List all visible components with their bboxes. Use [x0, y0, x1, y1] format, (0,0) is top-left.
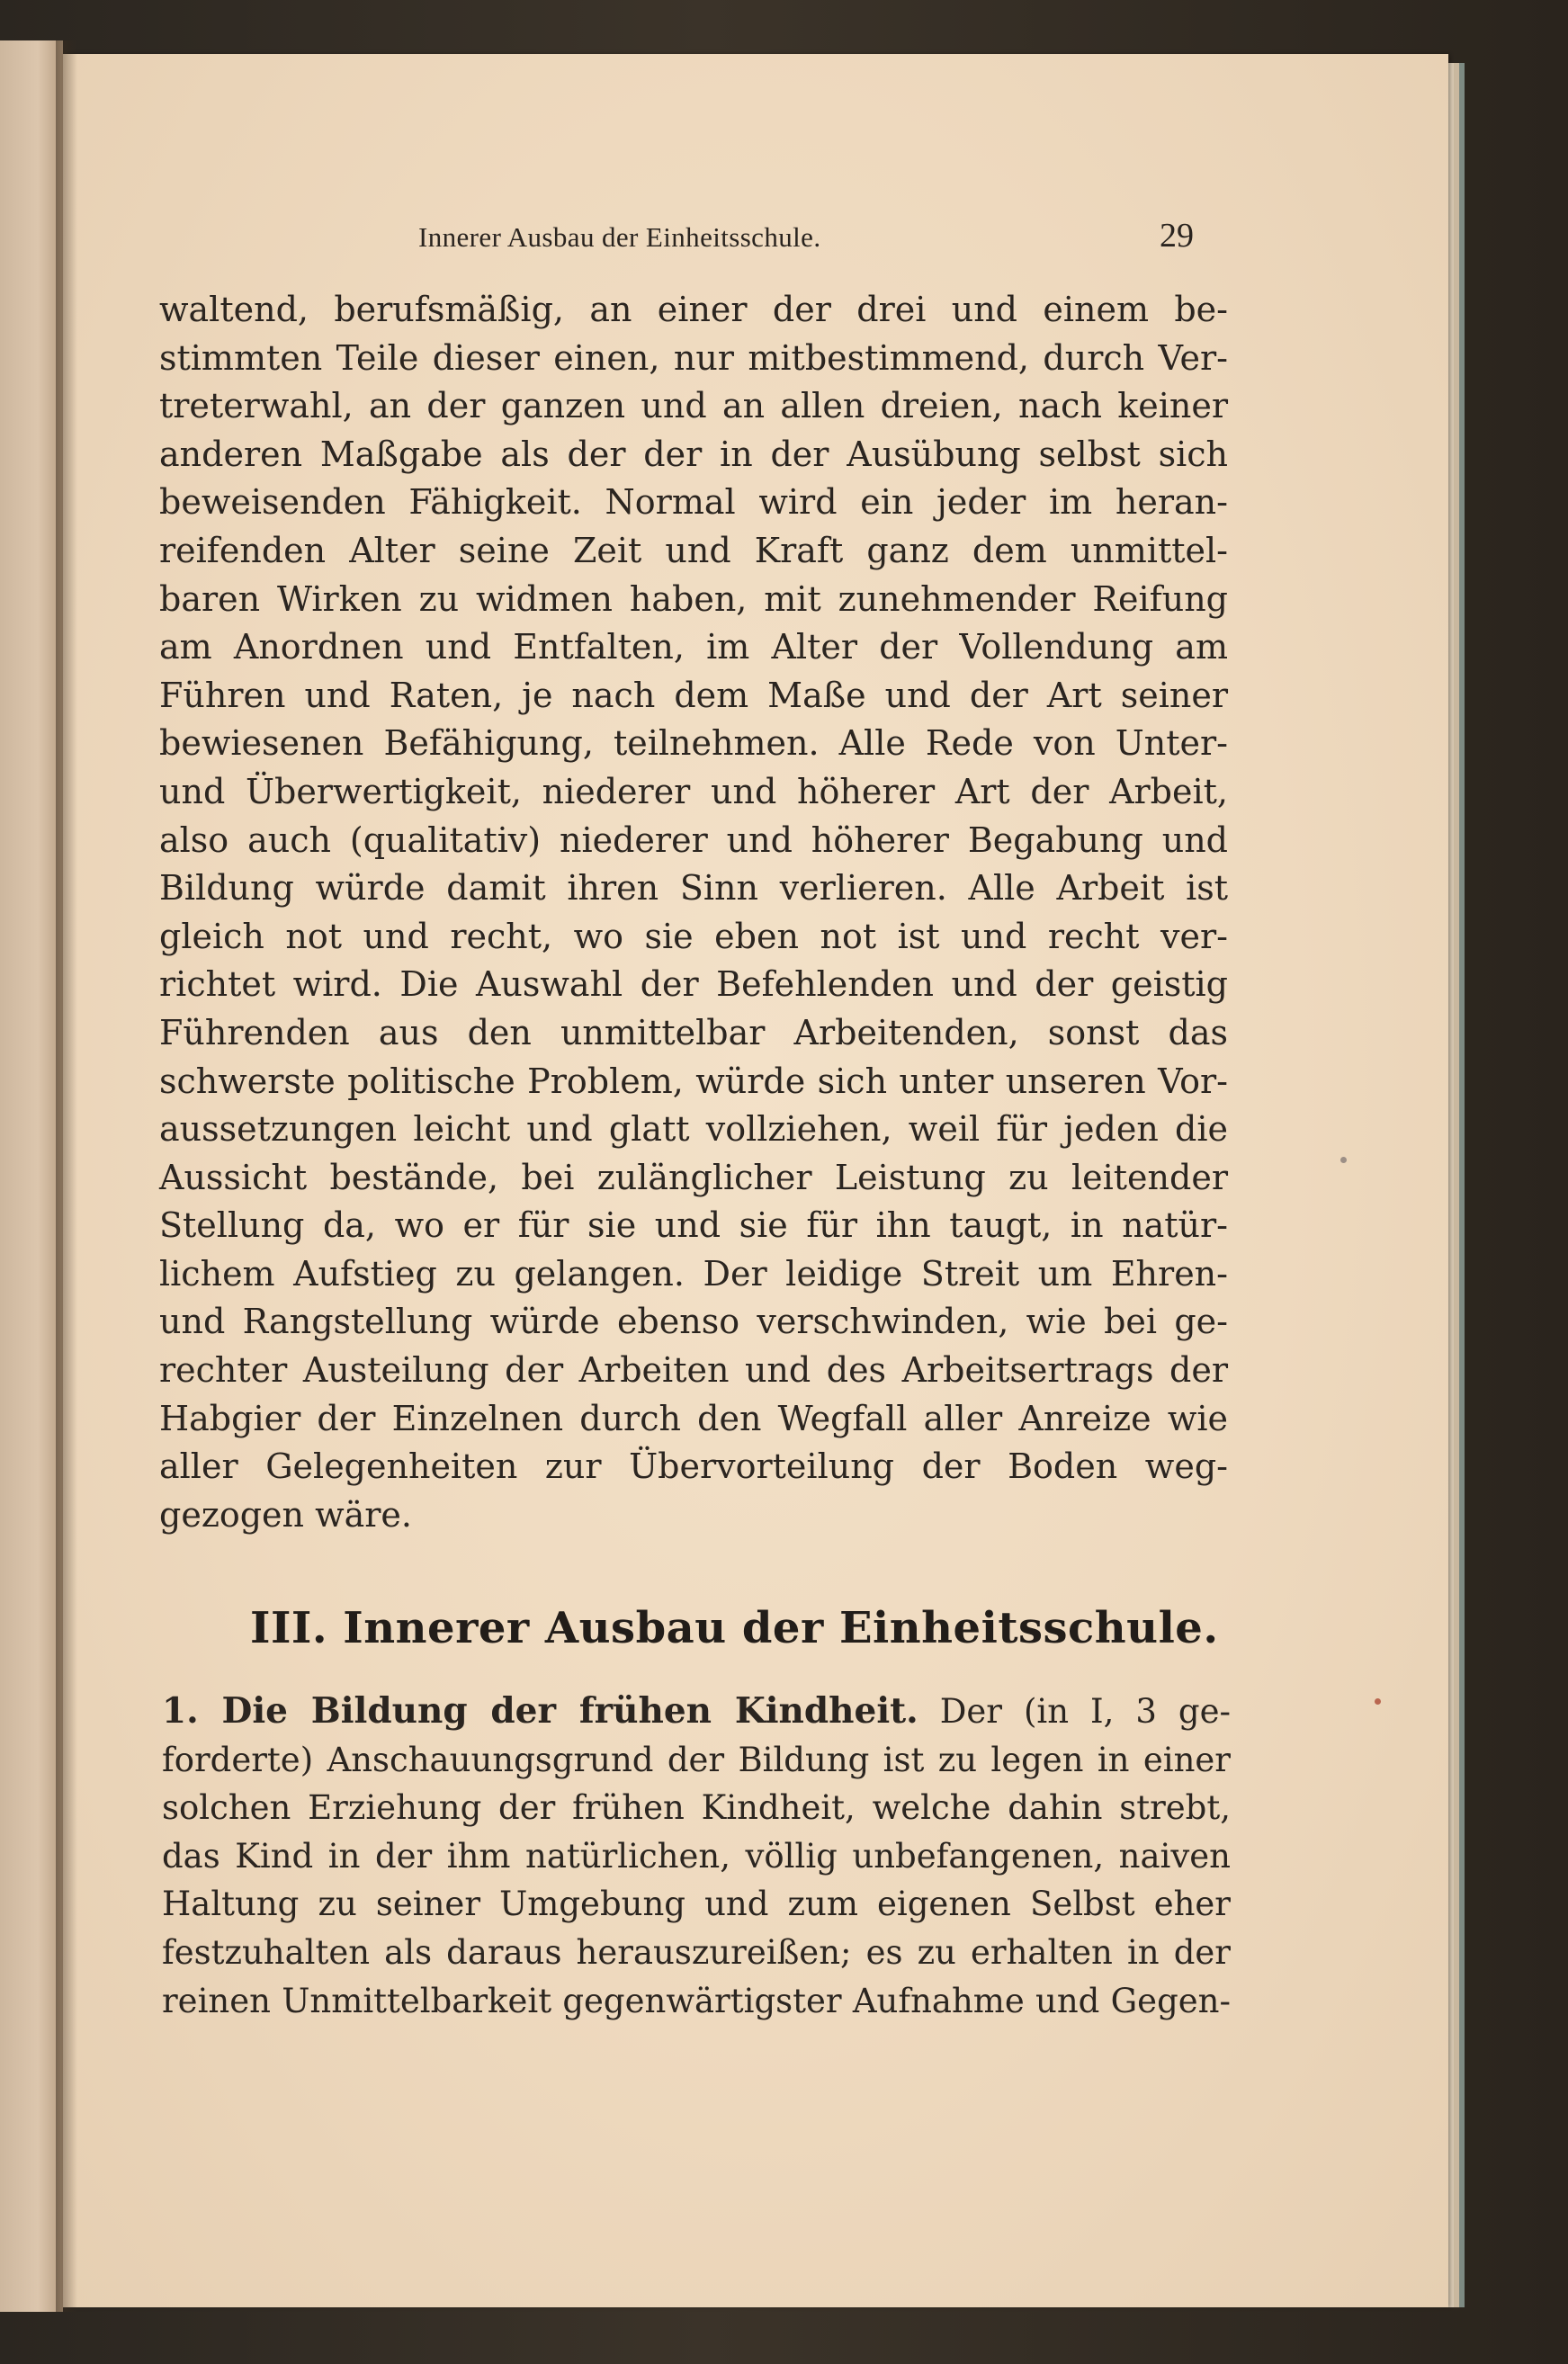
- text-line: aller Gelegenheiten zur Übervorteilung der Boden weg-: [159, 1446, 1228, 1487]
- text-line: Führen und Raten, je nach dem Maße und der Art seiner: [159, 675, 1228, 715]
- body-paragraph: [159, 286, 1228, 1539]
- text-line: aussetzungen leicht und glatt vollziehen, weil für jeden die: [159, 1109, 1228, 1150]
- section-heading: III. Innerer Ausbau der Einheitsschule.: [250, 1603, 1219, 1653]
- paper-speck: [1375, 1698, 1381, 1705]
- text-line: solchen Erziehung der frühen Kindheit, welche dahin strebt,: [162, 1788, 1231, 1828]
- text-line: anderen Maßgabe als der der in der Ausübung selbst sich: [159, 434, 1228, 474]
- text-line: das Kind in der ihm natürlichen, völlig unbefangenen, naiven: [162, 1836, 1231, 1876]
- text-line: beweisenden Fähigkeit. Normal wird ein jeder im heran-: [159, 482, 1228, 523]
- text-line: schwerste politische Problem, würde sich unter unseren Vor-: [159, 1061, 1228, 1101]
- text-line: [162, 1688, 1231, 1736]
- text-line: Habgier der Einzelnen durch den Wegfall aller Anreize wie: [159, 1398, 1228, 1438]
- text-line: bewiesenen Befähigung, teilnehmen. Alle Rede von Unter-: [159, 723, 1228, 764]
- text-line: Aussicht bestände, bei zulänglicher Leistung zu leitender: [159, 1157, 1228, 1197]
- text-line: forderte) Anschauungsgrund der Bildung ist zu legen in einer: [162, 1740, 1231, 1779]
- text-line: und Rangstellung würde ebenso verschwinden, wie bei ge-: [159, 1302, 1228, 1342]
- text-line: Stellung da, wo er für sie und sie für ihn taugt, in natür-: [159, 1205, 1228, 1246]
- text-line: waltend, berufsmäßig, an einer der drei und einem be-: [159, 290, 1228, 329]
- page-edge: [1459, 63, 1465, 2307]
- text-line: rechter Austeilung der Arbeiten und des Arbeitsertrags der: [159, 1350, 1228, 1391]
- text-line: lichem Aufstieg zu gelangen. Der leidige Streit um Ehren-: [159, 1253, 1228, 1294]
- text-line: Bildung würde damit ihren Sinn verlieren. Alle Arbeit ist: [159, 868, 1228, 909]
- page-number: 29: [1160, 217, 1194, 255]
- section-paragraph: [162, 1688, 1231, 2025]
- paper-speck: [1340, 1157, 1347, 1163]
- text-line: am Anordnen und Entfalten, im Alter der Vollendung am: [159, 627, 1228, 667]
- text-line: stimmten Teile dieser einen, nur mitbestimmend, durch Ver-: [159, 337, 1228, 378]
- subsection-title: 1. Die Bildung der frühen Kindheit.: [162, 1690, 918, 1732]
- text-line: festzuhalten als daraus herauszureißen; es zu erhalten in der: [162, 1932, 1231, 1972]
- text-fragment: Der (in I, 3 ge-: [939, 1692, 1231, 1731]
- text-line: Führenden aus den unmittelbar Arbeitenden, sonst das: [159, 1012, 1228, 1052]
- text-line: treterwahl, an der ganzen und an allen dreien, nach keiner: [159, 386, 1228, 426]
- text-line: baren Wirken zu widmen haben, mit zunehmender Reifung: [159, 578, 1228, 619]
- text-line: also auch (qualitativ) niederer und höherer Begabung und: [159, 819, 1228, 860]
- text-line: reifenden Alter seine Zeit und Kraft ganz dem unmittel-: [159, 530, 1228, 570]
- left-facing-page: [0, 40, 63, 2312]
- text-line: reinen Unmittelbarkeit gegenwärtigster Aufnahme und Gegen-: [162, 1981, 1231, 2020]
- text-line: und Überwertigkeit, niederer und höherer Art der Arbeit,: [159, 771, 1228, 811]
- text-line: richtet wird. Die Auswahl der Befehlenden und der geistig: [159, 964, 1228, 1005]
- running-title: Innerer Ausbau der Einheitsschule.: [418, 221, 821, 253]
- book-gutter-shadow: [56, 40, 77, 2312]
- text-line: gezogen wäre.: [159, 1494, 412, 1535]
- text-line: gleich not und recht, wo sie eben not ist und recht ver-: [159, 916, 1228, 956]
- text-line: Haltung zu seiner Umgebung und zum eigenen Selbst eher: [162, 1885, 1231, 1924]
